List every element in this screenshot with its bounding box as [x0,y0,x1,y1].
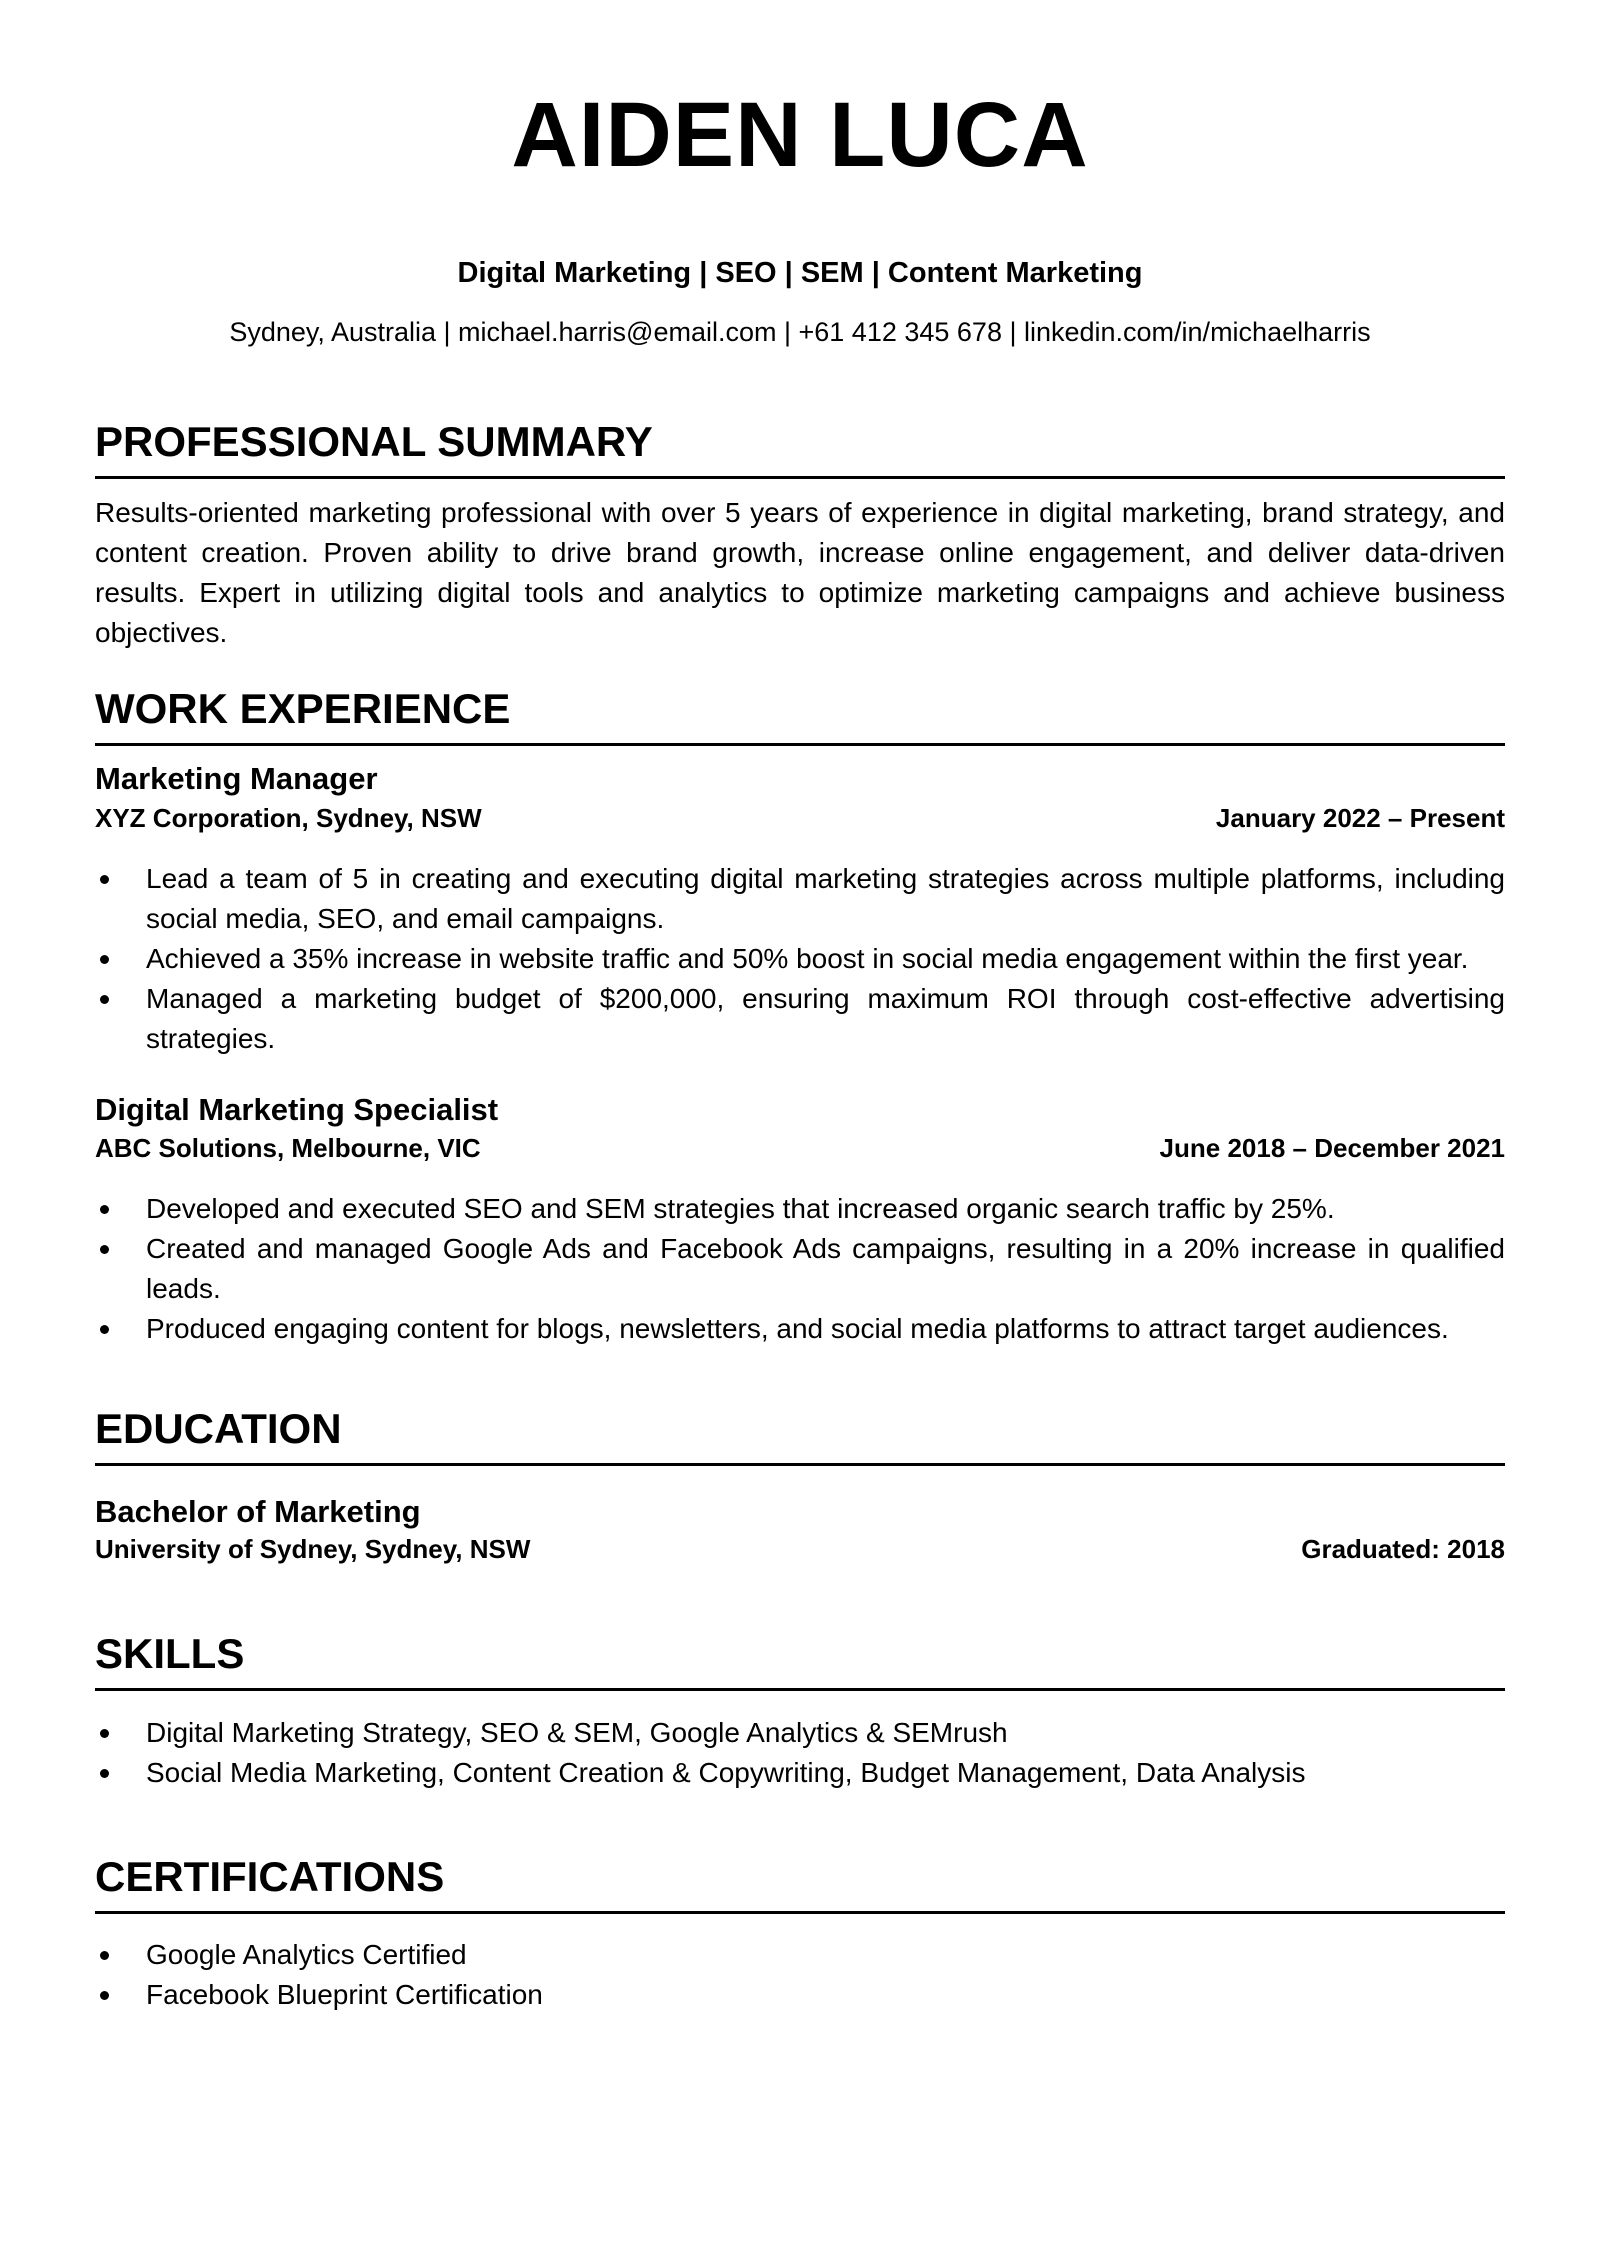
skills-list [95,1713,1505,1793]
job-dates: January 2022 – Present [1215,802,1505,833]
job-subheader [95,803,1505,834]
job-bullet: Developed and executed SEO and SEM strategies that increased organic search traffic by 25%. [95,1189,1505,1229]
certifications-list [95,1935,1505,2015]
certifications-heading: CERTIFICATIONS [95,1853,1505,1914]
job-title: Digital Marketing Specialist [95,1091,499,1127]
job-title: Marketing Manager [95,761,378,797]
certification-item: Google Analytics Certified [95,1935,1505,1975]
job-bullet-list [95,859,1505,1059]
resume-tagline: Digital Marketing | SEO | SEM | Content Marketing [457,257,1143,290]
education-degree: Bachelor of Marketing [95,1494,421,1530]
skill-item: Social Media Marketing, Content Creation & Copywriting, Budget Management, Data Analysis [95,1753,1505,1793]
job-subheader [95,1133,1505,1164]
education-school: University of Sydney, Sydney, NSW [95,1533,531,1564]
section-work-experience [95,685,1505,1349]
section-skills [95,1630,1505,1793]
professional-summary-heading: PROFESSIONAL SUMMARY [95,418,1505,479]
job-bullet: Created and managed Google Ads and Facebook Ads campaigns, resulting in a 20% increase in qualified leads. [95,1229,1505,1309]
education-subheader [95,1534,1505,1565]
skill-item: Digital Marketing Strategy, SEO & SEM, Google Analytics & SEMrush [95,1713,1505,1753]
job-entry [95,1091,1505,1349]
skills-heading: SKILLS [95,1630,1505,1691]
work-experience-heading: WORK EXPERIENCE [95,685,1505,746]
job-bullet-list [95,1189,1505,1349]
job-company: XYZ Corporation, Sydney, NSW [95,802,482,833]
job-dates: June 2018 – December 2021 [1159,1132,1505,1163]
professional-summary-text: Results-oriented marketing professional with over 5 years of experience in digital marketing, brand strategy, and content creation. Proven ability to drive brand growth, increase online engagement, and deliver data-driven results. Expert in utilizing digital tools and analytics to optimize marketing campaigns and achieve business objectives. [95,497,1505,649]
section-education [95,1405,1505,1565]
job-bullet: Managed a marketing budget of $200,000, ensuring maximum ROI through cost-effective advertising strategies. [95,979,1505,1059]
job-company: ABC Solutions, Melbourne, VIC [95,1132,481,1163]
job-bullet: Achieved a 35% increase in website traffic and 50% boost in social media engagement within the first year. [95,939,1505,979]
education-dates: Graduated: 2018 [1301,1533,1505,1564]
resume-name: AIDEN LUCA [511,84,1089,186]
section-professional-summary [95,418,1505,653]
job-bullet: Lead a team of 5 in creating and executing digital marketing strategies across multiple platforms, including social media, SEO, and email campaigns. [95,859,1505,939]
education-heading: EDUCATION [95,1405,1505,1466]
section-certifications [95,1853,1505,2015]
job-bullet: Produced engaging content for blogs, newsletters, and social media platforms to attract target audiences. [95,1309,1505,1349]
resume-contact-line: Sydney, Australia | michael.harris@email.com | +61 412 345 678 | linkedin.com/in/michaelharris [229,316,1371,347]
certification-item: Facebook Blueprint Certification [95,1975,1505,2015]
job-entry [95,760,1505,1058]
